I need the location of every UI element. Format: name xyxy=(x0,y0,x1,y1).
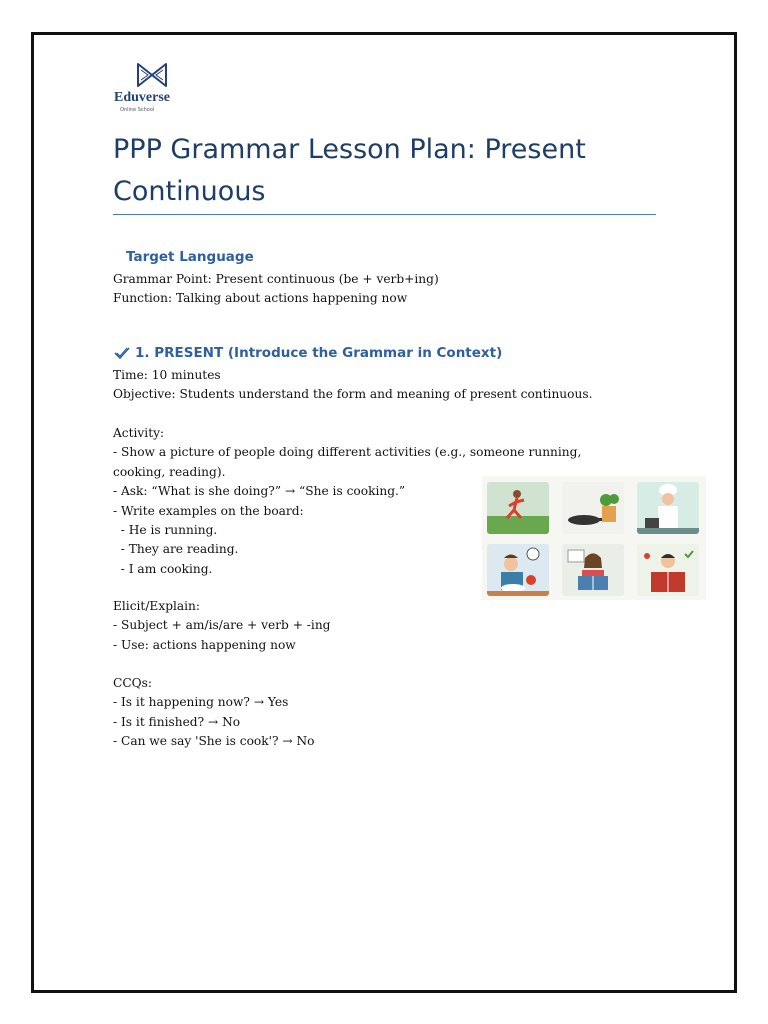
eduverse-logo xyxy=(114,60,190,116)
ccq-list xyxy=(113,674,315,752)
ccq-line: - Can we say 'She is cook'? → No xyxy=(113,734,315,749)
activity-line: - Ask: “What is she doing?” → “She is cooking.” xyxy=(113,484,406,499)
woman-reading-image xyxy=(562,544,624,596)
activity-illustrations xyxy=(482,476,706,600)
elicit-line: Elicit/Explain: xyxy=(113,599,201,613)
ccq-line: - Is it finished? → No xyxy=(113,714,241,729)
elicit-explain-list xyxy=(113,597,330,655)
running-man-image xyxy=(487,482,549,534)
bow-logo-icon xyxy=(114,60,190,90)
man-reading-image xyxy=(637,544,699,596)
present-section-heading xyxy=(113,345,502,361)
title-underline xyxy=(113,214,656,215)
document-title: PPP Grammar Lesson Plan: Present Continuous xyxy=(113,134,586,207)
present-info-list xyxy=(113,366,592,405)
check-icon xyxy=(113,345,131,361)
elicit-line: - Subject + am/is/are + verb + -ing xyxy=(113,618,331,633)
logo-tagline: Online School xyxy=(120,107,155,113)
target-language-list xyxy=(113,270,439,309)
target-language-heading: Target Language xyxy=(126,249,254,265)
cooking-pan-image xyxy=(562,482,624,534)
time-line: Time: 10 minutes xyxy=(113,368,221,382)
function-line: Function: Talking about actions happening now xyxy=(113,291,408,306)
objective-line: Objective: Students understand the form and meaning of present continuous. xyxy=(113,387,593,402)
activity-line: - He is running. xyxy=(113,523,218,538)
activity-line: - Write examples on the board: xyxy=(113,503,304,518)
logo-name: Eduverse xyxy=(114,90,170,105)
elicit-line: - Use: actions happening now xyxy=(113,637,296,652)
grammar-point-line: Grammar Point: Present continuous (be + verb+ing) xyxy=(113,272,439,286)
present-heading-text: 1. PRESENT (Introduce the Grammar in Context) xyxy=(135,345,503,361)
activity-line: - They are reading. xyxy=(113,542,239,557)
chef-cooking-image xyxy=(637,482,699,534)
ccq-line: - Is it happening now? → Yes xyxy=(113,695,289,710)
activity-line: - Show a picture of people doing different activities (e.g., someone running, cooking, reading). xyxy=(113,445,586,479)
man-eating-image xyxy=(487,544,549,596)
ccq-line: CCQs: xyxy=(113,676,153,690)
activity-line: Activity: xyxy=(113,426,165,440)
activity-line: - I am cooking. xyxy=(113,561,213,576)
